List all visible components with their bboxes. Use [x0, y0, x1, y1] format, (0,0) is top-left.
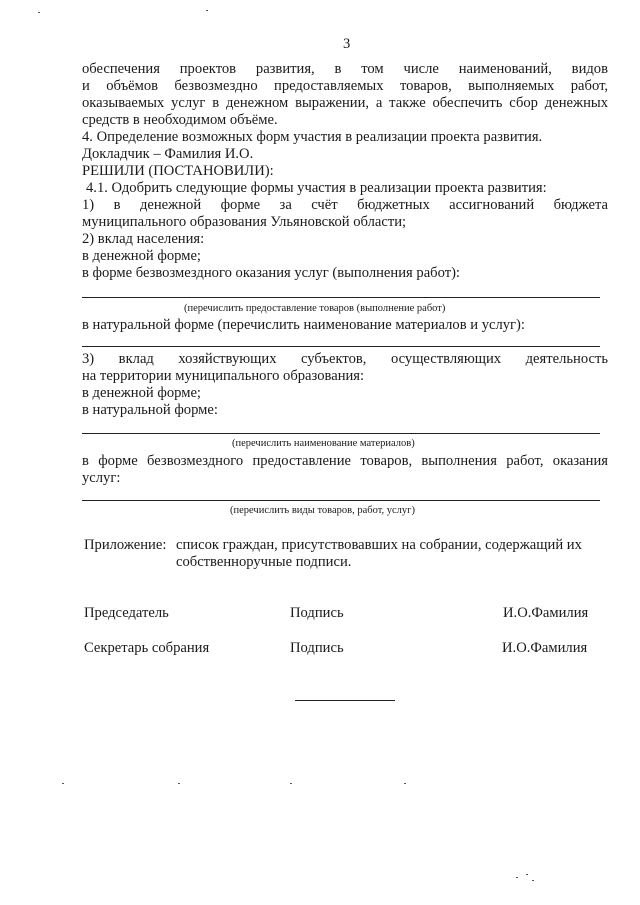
signature-sign: Подпись	[290, 640, 344, 656]
body-line: 4.1. Одобрить следующие формы участия в реализации проекта развития:	[86, 180, 547, 196]
body-line: в форме безвозмездного оказания услуг (выполнения работ):	[82, 265, 460, 281]
body-line: 2) вклад населения:	[82, 231, 205, 247]
body-line: услуг:	[82, 470, 121, 486]
page-number: 3	[343, 36, 351, 52]
field-hint: (перечислить виды товаров, работ, услуг)	[230, 505, 415, 516]
fill-in-line	[82, 500, 600, 501]
body-line: в денежной форме;	[82, 385, 201, 401]
signature-role: Председатель	[84, 605, 169, 621]
body-line: муниципального образования Ульяновской области;	[82, 214, 407, 230]
signature-role: Секретарь собрания	[84, 640, 210, 656]
fill-in-line	[82, 297, 600, 298]
scan-speck	[404, 783, 406, 784]
body-line: средств в необходимом объёме.	[82, 112, 278, 128]
body-line: в натуральной форме:	[82, 402, 218, 418]
body-line: в натуральной форме (перечислить наименование материалов и услуг):	[82, 317, 525, 333]
scan-speck	[62, 783, 64, 784]
field-hint: (перечислить наименование материалов)	[232, 438, 415, 449]
field-hint: (перечислить предоставление товаров (выполнение работ)	[184, 303, 446, 314]
scan-speck	[290, 783, 292, 784]
scan-speck	[532, 880, 534, 881]
signature-name: И.О.Фамилия	[502, 640, 588, 656]
scan-speck	[516, 877, 518, 878]
signature-name: И.О.Фамилия	[503, 605, 589, 621]
body-line: Докладчик – Фамилия И.О.	[82, 146, 254, 162]
body-line: и объёмов безвозмездно предоставляемых товаров, выполняемых работ,	[82, 78, 608, 94]
appendix-text: список граждан, присутствовавших на собрании, содержащий их	[176, 537, 582, 553]
body-line: обеспечения проектов развития, в том числе наименований, видов	[82, 61, 608, 77]
signature-sign: Подпись	[290, 605, 344, 621]
body-line: в денежной форме;	[82, 248, 201, 264]
end-divider	[295, 700, 395, 701]
fill-in-line	[82, 433, 600, 434]
body-line: 4. Определение возможных форм участия в реализации проекта развития.	[82, 129, 543, 145]
body-line: 1) в денежной форме за счёт бюджетных ассигнований бюджета	[82, 197, 608, 213]
body-line: оказываемых услуг в денежном выражении, а также обеспечить сбор денежных	[82, 95, 608, 111]
scan-speck	[38, 12, 40, 13]
appendix-label: Приложение:	[84, 537, 167, 553]
body-line: РЕШИЛИ (ПОСТАНОВИЛИ):	[82, 163, 274, 179]
scan-speck	[206, 10, 208, 11]
fill-in-line	[82, 346, 600, 347]
appendix-text: собственноручные подписи.	[176, 554, 352, 570]
body-line: в форме безвозмездного предоставление товаров, выполнения работ, оказания	[82, 453, 608, 469]
scan-speck	[526, 874, 528, 875]
body-line: 3) вклад хозяйствующих субъектов, осуществляющих деятельность	[82, 351, 608, 367]
scan-speck	[178, 783, 180, 784]
body-line: на территории муниципального образования:	[82, 368, 365, 384]
